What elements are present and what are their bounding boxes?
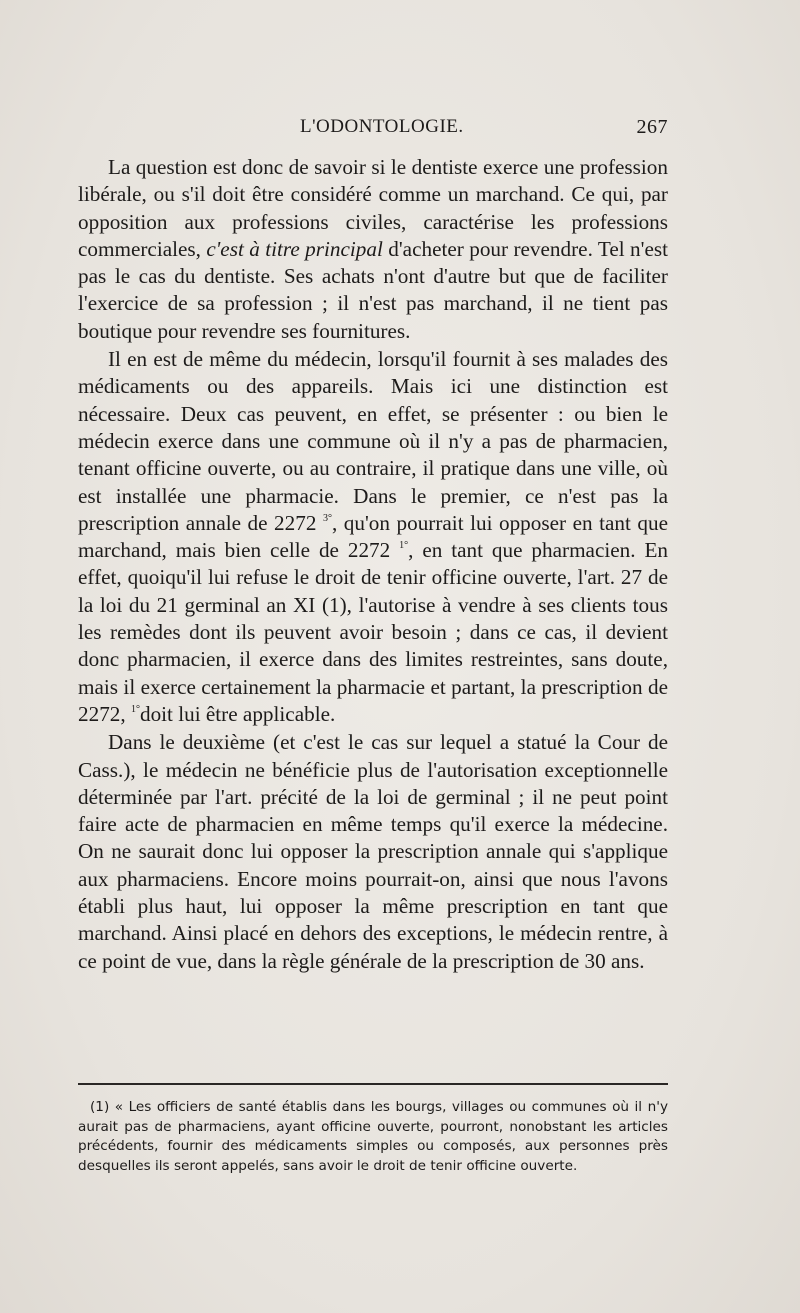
paragraph-2-superscript-3: 1°	[130, 703, 140, 715]
paragraph-1-part-a: La question est donc de savoir si le dentiste exerce une profession libérale, ou s'il doit être considéré comme un marchand. Ce qui, par opposition aux professions civiles, caractérise les professions commerciales,	[78, 155, 668, 261]
running-title: L'ODONTOLOGIE.	[300, 116, 464, 137]
paragraph-3: Dans le deuxième (et c'est le cas sur lequel a statué la Cour de Cass.), le médecin ne bénéficie plus de l'autorisation exceptionnelle déterminée par l'art. précité de la loi de germinal ; il ne peut point faire acte de pharmacien en même temps qu'il exerce la médecine. On ne saurait donc lui opposer la prescription annale qui s'applique aux pharmaciens. Encore moins pourrait-on, ainsi que nous l'avons établi plus haut, lui opposer la même prescription en tant que marchand. Ainsi placé en dehors des exceptions, le médecin rentre, à ce point de vue, dans la règle générale de la prescription de 30 ans.	[78, 730, 668, 973]
paragraph-1-part-b: d'acheter pour revendre. Tel n'est pas le cas du dentiste. Ses achats n'ont d'autre but que de faciliter l'exercice de sa profession ; il n'est pas marchand, il ne tient pas boutique pour revendre ses fournitures.	[78, 236, 669, 343]
footnote-text: (1) « Les officiers de santé établis dans les bourgs, villages ou communes où il n'y aurait pas de pharmaciens, ayant officine ouverte, pourront, nonobstant les articles précédents, fournir des médicaments simples ou composés, aux personnes près desquelles ils seront appelés, sans avoir le droit de tenir officine ouverte.	[78, 1099, 668, 1174]
paragraph-2	[78, 346, 668, 728]
page-number: 267	[636, 116, 668, 138]
paragraph-2-superscript-2: 1°	[399, 540, 409, 552]
footnote-separator	[78, 1083, 668, 1085]
paragraph-1-emphasis: c'est à titre principal	[206, 236, 383, 261]
paragraph-1	[78, 154, 668, 345]
running-header	[78, 114, 668, 144]
paragraph-2-part-a: Il en est de même du médecin, lorsqu'il fournit à ses malades des médicaments ou des appareils. Mais ici une distinction est nécessaire. Deux cas peuvent, en effet, se présenter : ou bien le médecin exerce dans une commune où il n'y a pas de pharmacien, tenant officine ouverte, ou au contraire, il pratique dans une ville, où est installée une pharmacie. Dans le premier, ce n'est pas la prescription annale de 2272	[78, 347, 668, 535]
main-text	[78, 154, 668, 975]
paragraph-2-superscript-1: 3°	[322, 512, 332, 524]
paragraph-2-part-d: doit lui être applicable.	[139, 701, 336, 726]
footnote	[78, 1098, 668, 1176]
paragraph-2-part-c: , en tant que pharmacien. En effet, quoiqu'il lui refuse le droit de tenir officine ouverte, l'art. 27 de la loi du 21 germinal an XI (1), l'autorise à vendre à ses clients tous les remèdes dont ils peuvent avoir besoin ; dans ce cas, il devient donc pharmacien, il exerce dans des limites restreintes, sans doute, mais il exerce certainement la pharmacie et partant, la prescription de 2272,	[78, 538, 668, 726]
paragraph-2-part-b: , qu'on pourrait lui opposer en tant que marchand, mais bien celle de 2272	[78, 510, 669, 563]
